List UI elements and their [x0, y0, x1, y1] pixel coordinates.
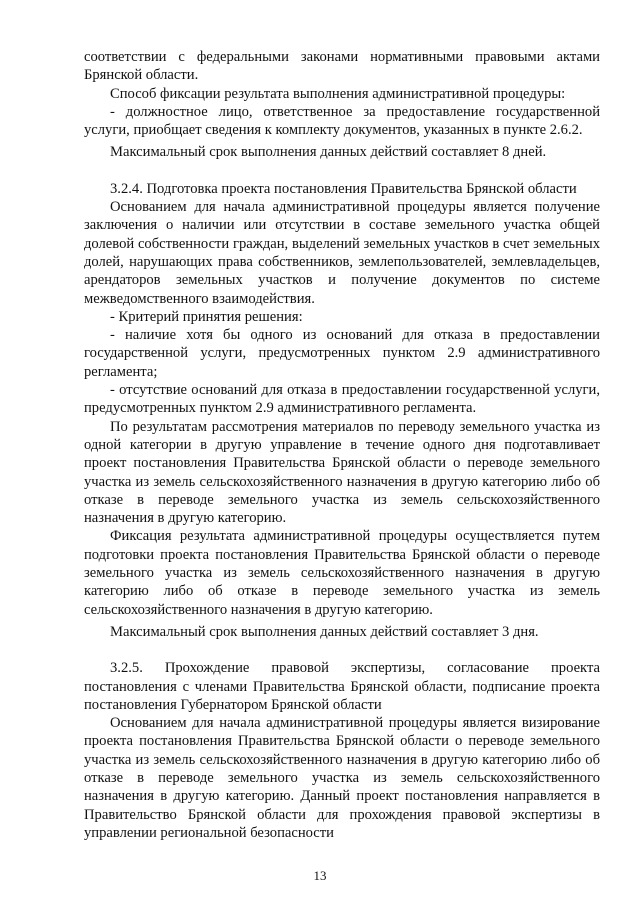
paragraph-continuation: соответствии с федеральными законами нормативными правовыми актами Брянской области. — [84, 49, 600, 84]
paragraph-max-term-8: Максимальный срок выполнения данных действий составляет 8 дней. — [110, 144, 547, 161]
paragraph-criterion-absence: - отсутствие оснований для отказа в предоставлении государственной услуги, предусмотренных пунктом 2.9 административного регламента. — [84, 382, 600, 417]
paragraph-result-fixation: Фиксация результата административной процедуры осуществляется путем подготовки проекта постановления Правительства Брянской области о переводе земельного участка из земель сельскохозяйственного назначения в другую категорию либо об отказе в переводе земельного участка из земель сельскохозяйственного назначения в другую категорию. — [84, 528, 600, 618]
paragraph-criterion-presence: - наличие хотя бы одного из оснований для отказа в предоставлении государственной услуги, предусмотренных пунктом 2.9 административного регламента; — [84, 327, 600, 380]
paragraph-responsible-person: - должностное лицо, ответственное за предоставление государственной услуги, приобщает сведения к комплекту документов, указанных в пункте 2.6.2. — [84, 103, 600, 139]
page-number: 13 — [313, 868, 327, 883]
paragraph-decision-criterion: - Критерий принятия решения: — [110, 308, 303, 325]
paragraph-basis-3-2-4: Основанием для начала административной процедуры является получение заключения о наличии или отсутствии в составе земельного участка общей долевой собственности граждан, выделений земельных участков в счет земельных долей, нарушающих права собственников, землепользователей, землевладельцев, арендаторов земельных участков и получение документов по системе межведомственного взаимодействия. — [84, 199, 600, 307]
paragraph-fixation-method: Способ фиксации результата выполнения административной процедуры: — [110, 85, 566, 102]
paragraph-review-results: По результатам рассмотрения материалов по переводу земельного участка из одной категории в другую управление в течение одного дня подготавливает проект постановления Правительства Брянской области о переводе земельного участка из земель сельскохозяйственного назначения в другую категорию либо об отказе в переводе земельного участка из земель сельскохозяйственного назначения в другую категорию. — [84, 418, 600, 527]
paragraph-basis-3-2-5: Основанием для начала административной процедуры является визирование проекта постановления Правительства Брянской области о переводе земельного участка из земель сельскохозяйственного назначения в другую категорию либо об отказе в переводе земельного участка из земель сельскохозяйственного назначения в другую категорию. Данный проект постановления направляется в Правительство Брянской области для прохождения правовой экспертизы в управлении региональной безопасности — [84, 715, 600, 841]
paragraph-max-term-3: Максимальный срок выполнения данных действий составляет 3 дня. — [110, 623, 539, 640]
section-heading-3-2-5: 3.2.5. Прохождение правовой экспертизы, согласование проекта постановления с членами Правительства Брянской области, подписание проекта постановления Губернатором Брянской области — [84, 660, 600, 713]
section-heading-3-2-4: 3.2.4. Подготовка проекта постановления Правительства Брянской области — [110, 180, 577, 197]
